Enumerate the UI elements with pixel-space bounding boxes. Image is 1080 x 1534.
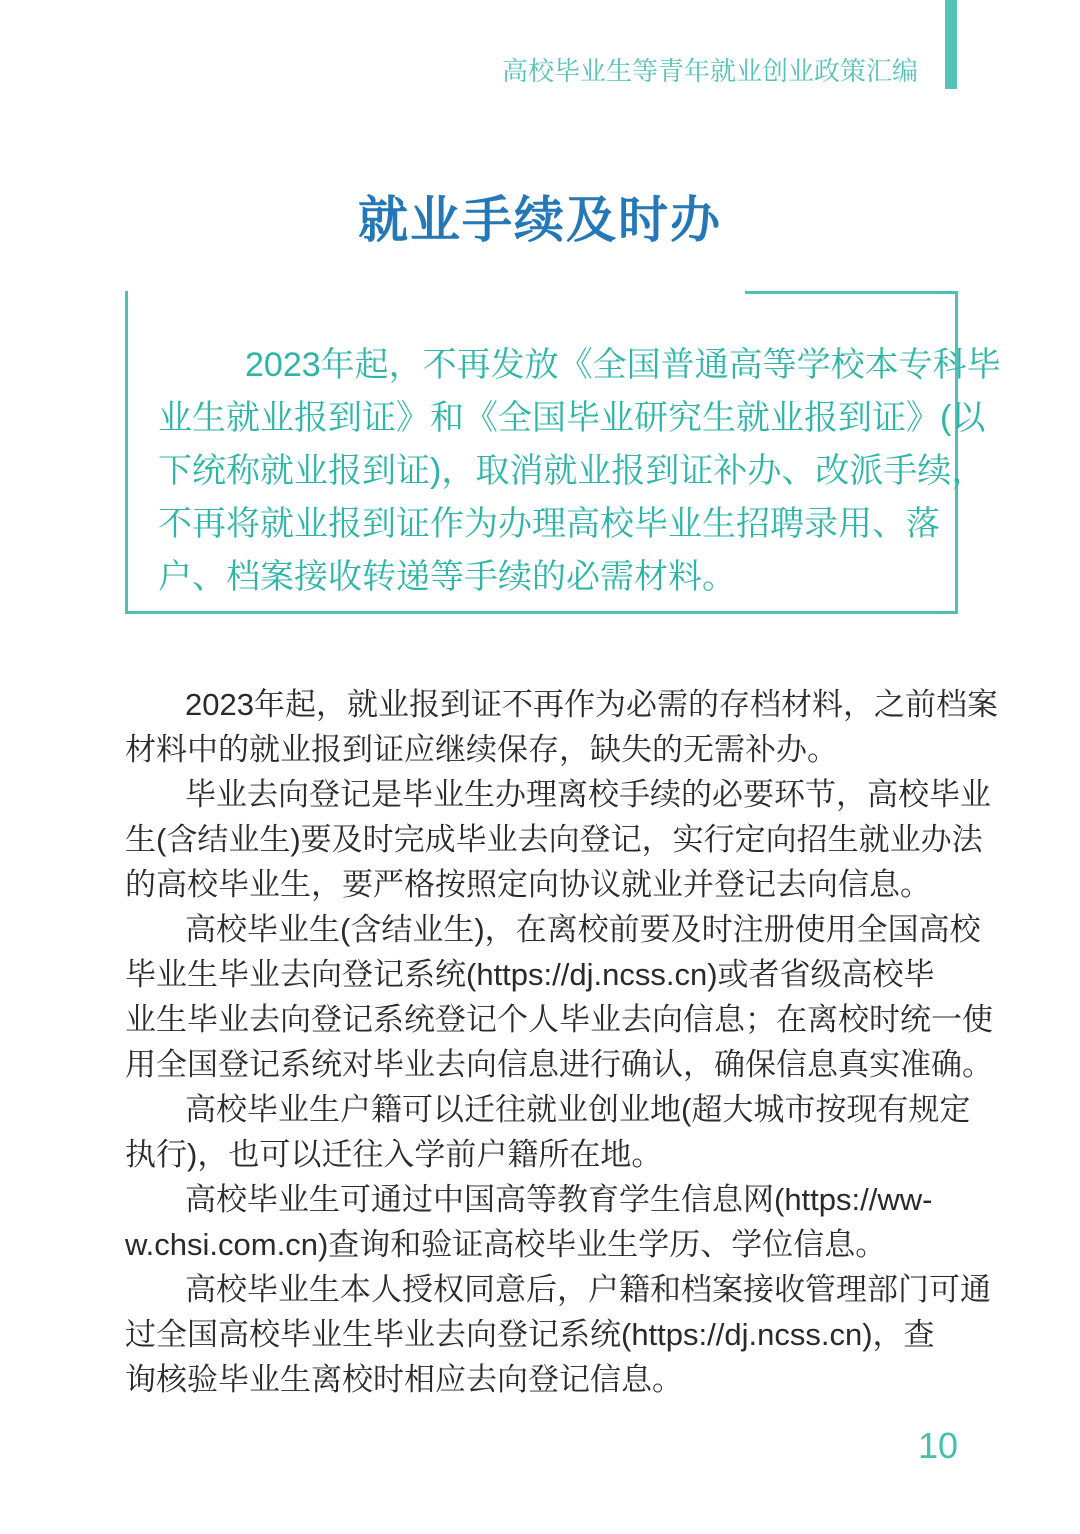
body-line: 生(含结业生)要及时完成毕业去向登记，实行定向招生就业办法	[125, 822, 983, 857]
body-line: 高校毕业生本人授权同意后，户籍和档案接收管理部门可通	[185, 1272, 991, 1307]
body-text	[125, 682, 998, 1402]
paragraph	[125, 1267, 991, 1402]
body-line: 毕业去向登记是毕业生办理离校手续的必要环节，高校毕业	[185, 777, 991, 812]
paragraph	[125, 682, 998, 772]
body-line: 过全国高校毕业生毕业去向登记系统(https://dj.ncss.cn)，查	[125, 1317, 935, 1352]
page-title: 就业手续及时办	[358, 192, 722, 248]
body-line: 材料中的就业报到证应继续保存，缺失的无需补办。	[125, 732, 838, 767]
body-line: 毕业生毕业去向登记系统(https://dj.ncss.cn)或者省级高校毕	[125, 957, 935, 992]
header-corner-bar	[945, 0, 957, 89]
paragraph	[125, 1087, 971, 1177]
paragraph	[125, 907, 993, 1087]
body-line: 询核验毕业生离校时相应去向登记信息。	[125, 1362, 683, 1397]
body-line: w.chsi.com.cn)查询和验证高校毕业生学历、学位信息。	[125, 1227, 887, 1262]
paragraph	[125, 1177, 958, 1267]
quote-line: 户、档案接收转递等手续的必需材料。	[158, 558, 736, 596]
quote-box	[125, 291, 1001, 614]
body-line: 用全国登记系统对毕业去向信息进行确认，确保信息真实准确。	[125, 1047, 993, 1082]
quote-line: 下统称就业报到证)，取消就业报到证补办、改派手续，	[158, 452, 986, 490]
paragraph	[125, 772, 991, 907]
body-line: 2023年起，就业报到证不再作为必需的存档材料，之前档案	[185, 687, 998, 722]
body-line: 执行)，也可以迁往入学前户籍所在地。	[125, 1137, 663, 1172]
quote-line: 2023年起，不再发放《全国普通高等学校本专科毕	[245, 346, 1001, 384]
body-line: 高校毕业生可通过中国高等教育学生信息网(https://ww-	[185, 1182, 933, 1217]
body-line: 的高校毕业生，要严格按照定向协议就业并登记去向信息。	[125, 867, 931, 902]
body-line: 高校毕业生户籍可以迁往就业创业地(超大城市按现有规定	[185, 1092, 971, 1127]
quote-line: 业生就业报到证》和《全国毕业研究生就业报到证》(以	[158, 399, 986, 437]
quote-box-top-border	[745, 291, 958, 294]
quote-line: 不再将就业报到证作为办理高校毕业生招聘录用、落	[158, 505, 940, 543]
body-line: 高校毕业生(含结业生)，在离校前要及时注册使用全国高校	[185, 912, 981, 947]
page-number: 10	[917, 1425, 958, 1466]
header-booklet-title: 高校毕业生等青年就业创业政策汇编	[501, 56, 918, 86]
body-line: 业生毕业去向登记系统登记个人毕业去向信息；在离校时统一使	[125, 1002, 993, 1037]
